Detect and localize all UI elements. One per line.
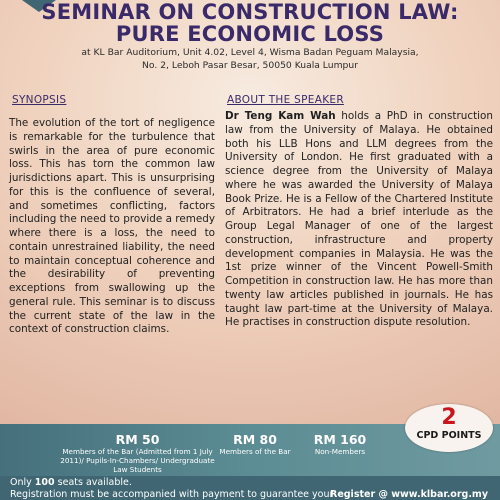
- speaker-heading: ABOUT THE SPEAKER: [227, 94, 344, 106]
- page-title-line2: PURE ECONOMIC LOSS: [115, 22, 385, 46]
- fee-description: Non-Members: [314, 447, 366, 456]
- cpd-points-label: CPD POINTS: [416, 430, 482, 441]
- seats-suffix: seats available.: [54, 477, 132, 488]
- fee-item-non-members: [300, 433, 380, 456]
- synopsis-heading: SYNOPSIS: [12, 94, 67, 106]
- fee-description: Members of the Bar: [219, 447, 291, 456]
- cpd-points-number: 2: [441, 405, 457, 430]
- venue-line2: No. 2, Leboh Pasar Besar, 50050 Kuala Lumpur: [142, 60, 358, 71]
- speaker-name: Dr Teng Kam Wah: [225, 110, 336, 122]
- fee-amount: RM 80: [233, 432, 277, 447]
- fee-item-members-new: [60, 433, 215, 474]
- register-link[interactable]: Register @ www.klbar.org.my: [330, 489, 489, 500]
- fee-amount: RM 160: [313, 432, 367, 447]
- seats-count: 100: [34, 477, 55, 488]
- synopsis-text: The evolution of the tort of negligence is remarkable for the turbulence that swirls in the area of pure economic loss. This has torn the common law jurisdictions apart. This is unsurprising for this is the confluence of several, and sometimes conflicting, factors including the need to provide a remedy where there is a loss, the need to contain unrestrained liability, the need to maintain conceptual coherence and the desirability of preventing exceptions from swallowing up the general rule. This seminar is to discuss the current state of the law in the context of construction claims.: [9, 117, 215, 336]
- cpd-points-badge: [405, 404, 493, 452]
- seats-prefix: Only: [10, 477, 35, 488]
- fee-item-members: [215, 433, 295, 456]
- seats-notice: [10, 477, 132, 488]
- fee-amount: RM 50: [115, 432, 160, 447]
- venue-line1: at KL Bar Auditorium, Unit 4.02, Level 4, Wisma Badan Peguam Malaysia,: [81, 47, 419, 58]
- speaker-bio: [225, 110, 493, 330]
- fee-description: Members of the Bar (Admitted from 1 July 2011)/ Pupils-In-Chambers/ Undergraduate Law Students: [60, 447, 215, 474]
- speaker-bio-text: holds a PhD in construction law from the University of Malaya. He obtained both his LLB Hons and LLM degrees from the University of London. He first graduated with a science degree from the University of Malaya where he was awarded the University of Malaya Book Prize. He is a Fellow of the Chartered Institute of Arbitrators. He had a brief interlude as the Group Legal Manager of one of the largest construction, infrastructure and property development companies in Malaysia. He was the 1st prize winner of the Vincent Powell-Smith Competition in construction law. He has more than twenty law articles published in journals. He has taught law part-time at the University of Malaya. He practises in construction dispute resolution.: [225, 110, 493, 329]
- page-title-line1: SEMINAR ON CONSTRUCTION LAW:: [41, 0, 459, 24]
- registration-note: Registration must be accompanied with payment to guarantee your: [10, 489, 334, 500]
